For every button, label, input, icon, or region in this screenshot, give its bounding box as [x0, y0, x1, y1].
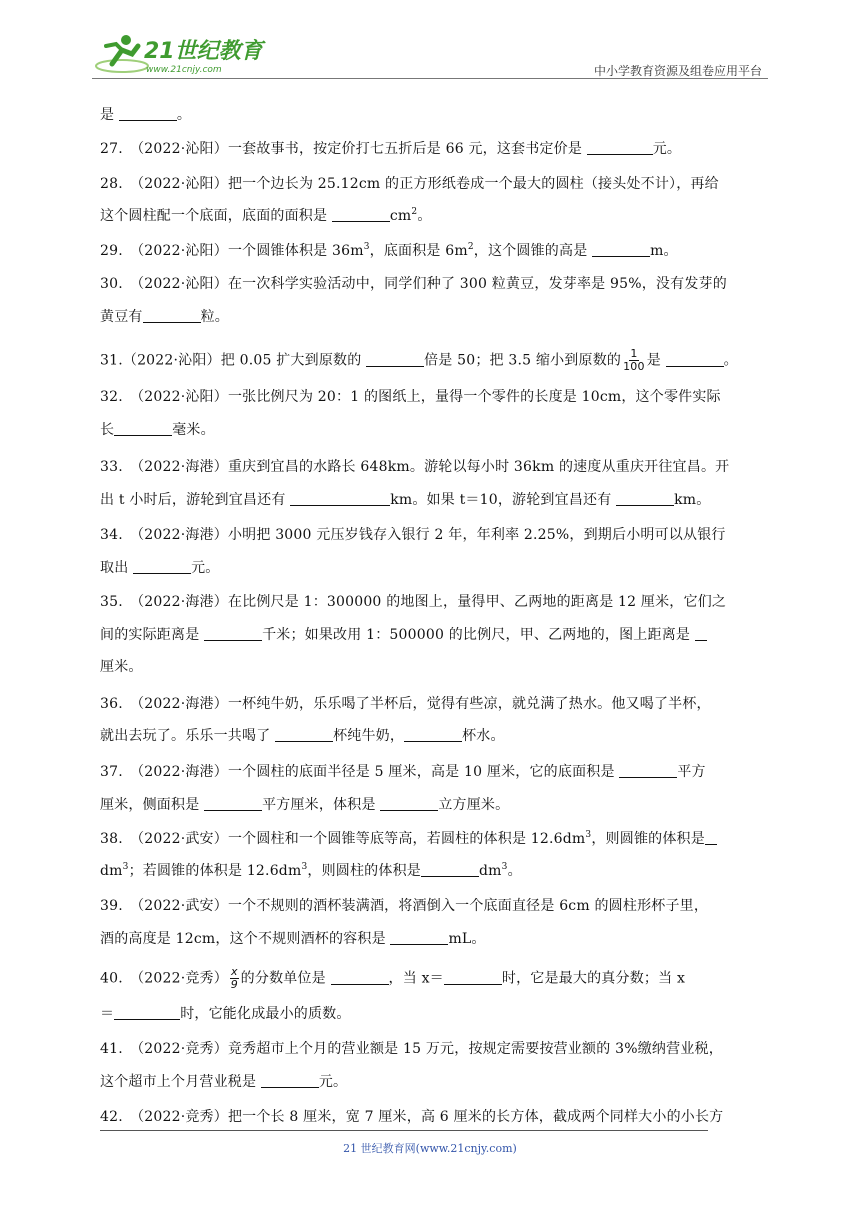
answer-blank[interactable] [114, 421, 172, 436]
answer-blank[interactable] [421, 862, 479, 877]
answer-blank[interactable] [695, 626, 707, 641]
question-38: 38. （2022·武安）一个圆柱和一个圆锥等底等高，若圆柱的体积是 $12.6dm^3$，则圆锥的体积是 [100, 829, 717, 849]
question-36: 36. （2022·海港）一杯纯牛奶，乐乐喝了半杯后，觉得有些凉，就兑满了热水。他又喝了半杯， [100, 696, 711, 712]
question-41-cont: 这个超市上个月营业税是 元。 [100, 1074, 348, 1090]
answer-blank[interactable] [616, 491, 674, 506]
answer-blank[interactable] [114, 1005, 180, 1020]
question-34: 34. （2022·海港）小明把 3000 元压岁钱存入银行 2 年，年利率 2.25%，到期后小明可以从银行 [100, 527, 726, 543]
answer-blank[interactable] [366, 352, 424, 367]
question-32: 32. （2022·沁阳）一张比例尺为 20：1 的图纸上，量得一个零件的长度是 10cm，这个零件实际 [100, 389, 721, 405]
answer-blank[interactable] [592, 242, 650, 257]
answer-blank[interactable] [404, 727, 462, 742]
answer-blank[interactable] [261, 1073, 319, 1088]
answer-blank[interactable] [133, 559, 191, 574]
question-29: 29. （2022·沁阳）一个圆锥体积是 $36m^3$，底面积是 $6m^2$，这个圆锥的高是 m。 [100, 242, 678, 259]
footer-text: 21 世纪教育网(www.21cnjy.com) [343, 1142, 517, 1155]
site-logo [92, 30, 267, 78]
question-42: 42. （2022·竞秀）把一个长 8 厘米，宽 7 厘米，高 6 厘米的长方体，截成两个同样大小的小长方 [100, 1109, 724, 1125]
answer-blank[interactable] [619, 763, 677, 778]
question-35-end: 厘米。 [100, 659, 143, 675]
question-30-cont: 黄豆有 粒。 [100, 309, 230, 325]
question-39: 39. （2022·武安）一个不规则的酒杯装满酒，将酒倒入一个底面直径是 6cm 的圆柱形杯子里， [100, 898, 709, 914]
question-41: 41. （2022·竞秀）竞秀超市上个月的营业额是 15 万元，按规定需要按营业额的 3%缴纳营业税， [100, 1041, 723, 1057]
answer-blank[interactable] [204, 796, 262, 811]
header-divider [92, 78, 768, 79]
answer-blank[interactable] [390, 930, 448, 945]
answer-blank[interactable] [204, 626, 262, 641]
question-30: 30. （2022·沁阳）在一次科学实验活动中，同学们种了 300 粒黄豆，发芽率是 95%，没有发芽的 [100, 276, 727, 292]
answer-blank[interactable] [119, 106, 177, 121]
svg-text:www.21cnjy.com: www.21cnjy.com [146, 65, 222, 75]
answer-blank[interactable] [275, 727, 333, 742]
question-28-cont: 这个圆柱配一个底面，底面的面积是 $cm^2$。 [100, 207, 432, 224]
platform-name: 中小学教育资源及组卷应用平台 [593, 64, 762, 78]
question-33-cont: 出 t 小时后，游轮到宜昌还有 km。如果 t＝10，游轮到宜昌还有 km。 [100, 492, 711, 508]
question-28: 28. （2022·沁阳）把一个边长为 25.12cm 的正方形纸卷成一个最大的圆柱（接头处不计），再给 [100, 176, 719, 192]
fraction: $\frac{x}{9}$ [230, 965, 238, 991]
question-40: 40. （2022·竞秀） $\frac{x}{9}$ 的分数单位是 ，当 x＝ 时，它是最大的真分数；当 x [100, 965, 686, 991]
answer-blank[interactable] [380, 796, 438, 811]
answer-blank[interactable] [705, 830, 717, 845]
question-27: 27. （2022·沁阳）一套故事书，按定价打七五折后是 66 元，这套书定价是 元。 [100, 141, 682, 157]
question-40-cont: ＝ 时，它能化成最小的质数。 [100, 1006, 351, 1022]
question-39-cont: 酒的高度是 12cm，这个不规则酒杯的容积是 mL。 [100, 931, 486, 947]
question-33: 33. （2022·海港）重庆到宜昌的水路长 648km。游轮以每小时 36km 的速度从重庆开往宜昌。开 [100, 459, 730, 475]
answer-blank[interactable] [143, 308, 201, 323]
question-34-cont: 取出 元。 [100, 560, 220, 576]
page-header [92, 30, 768, 80]
answer-blank[interactable] [331, 970, 389, 985]
question-36-cont: 就出去玩了。乐乐一共喝了 杯纯牛奶， 杯水。 [100, 728, 505, 744]
fraction: $\frac{1}{100}$ [623, 347, 645, 373]
answer-blank[interactable] [444, 970, 502, 985]
svg-text:21世纪教育: 21世纪教育 [144, 39, 263, 64]
question-38-cont: $dm^3$；若圆锥的体积是 $12.6dm^3$，则圆柱的体积是 $dm^3$。 [100, 862, 522, 879]
footer-divider [100, 1130, 708, 1131]
answer-blank[interactable] [332, 207, 390, 222]
answer-blank[interactable] [290, 491, 390, 506]
question-35-cont: 间的实际距离是 千米；如果改用 1：500000 的比例尺，甲、乙两地的，图上距离是 [100, 625, 707, 645]
answer-blank[interactable] [666, 352, 724, 367]
question-37: 37. （2022·海港）一个圆柱的底面半径是 5 厘米，高是 10 厘米，它的底面积是 平方 [100, 764, 706, 780]
question-31: 31.（2022·沁阳）把 0.05 扩大到原数的 倍是 50；把 3.5 缩小到原数的 $\frac{1}{100}$ 是 。 [100, 347, 738, 373]
question-32-cont: 长 毫米。 [100, 422, 215, 438]
question-37-cont: 厘米，侧面积是 平方厘米，体积是 立方厘米。 [100, 797, 510, 813]
answer-blank[interactable] [587, 140, 653, 155]
line-continued: 是 。 [100, 107, 192, 123]
question-35: 35. （2022·海港）在比例尺是 1：300000 的地图上，量得甲、乙两地的距离是 12 厘米，它们之 [100, 594, 727, 610]
